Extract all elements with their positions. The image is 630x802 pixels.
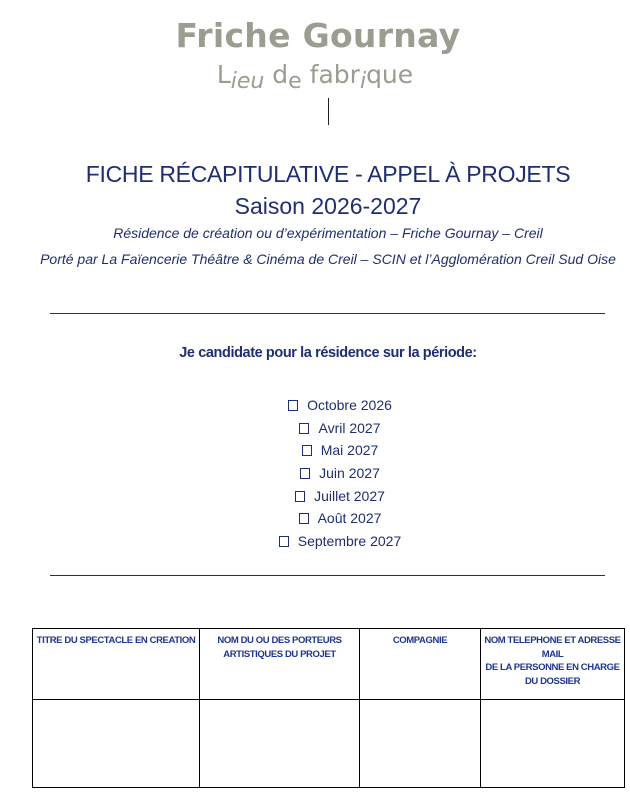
period-options xyxy=(0,395,630,554)
organizers-subtitle: Porté par La Faïencerie Théâtre & Cinéma de Creil – SCIN et l’Agglomération Creil Sud Oise xyxy=(40,251,616,267)
period-option-septembre-2027[interactable]: Septembre 2027 xyxy=(0,531,630,554)
table-header-row xyxy=(33,629,625,700)
page-title: FICHE RÉCAPITULATIVE - APPEL À PROJETS xyxy=(85,161,571,187)
logo-divider xyxy=(328,98,329,125)
season-title: Saison 2026-2027 xyxy=(234,193,422,219)
divider-top xyxy=(50,313,605,314)
period-option-juin-2027[interactable]: Juin 2027 xyxy=(0,463,630,486)
table-row xyxy=(33,700,625,788)
period-option-avril-2027[interactable]: Avril 2027 xyxy=(0,418,630,441)
period-option-aout-2027[interactable]: Août 2027 xyxy=(0,508,630,531)
cell-porteurs-artistiques[interactable] xyxy=(200,700,360,788)
checkbox-icon[interactable] xyxy=(295,491,305,502)
checkbox-icon[interactable] xyxy=(299,423,309,434)
cell-contact[interactable] xyxy=(481,700,625,788)
divider-bottom xyxy=(50,575,605,576)
header-contact: NOM TELEPHONE ET ADRESSE MAIL DE LA PERSONNE EN CHARGE DU DOSSIER xyxy=(481,629,625,700)
cell-compagnie[interactable] xyxy=(360,700,481,788)
period-option-juillet-2027[interactable]: Juillet 2027 xyxy=(0,486,630,509)
checkbox-icon[interactable] xyxy=(299,513,309,524)
period-question: Je candidate pour la résidence sur la période: xyxy=(179,345,477,361)
header-compagnie: COMPAGNIE xyxy=(360,629,481,700)
checkbox-icon[interactable] xyxy=(288,400,298,411)
header-titre-spectacle: TITRE DU SPECTACLE EN CREATION xyxy=(33,629,200,700)
cell-titre-spectacle[interactable] xyxy=(33,700,200,788)
residence-subtitle: Résidence de création ou d’expérimentation – Friche Gournay – Creil xyxy=(113,225,543,241)
checkbox-icon[interactable] xyxy=(279,536,289,547)
logo-title: Friche Gournay xyxy=(175,16,461,55)
header-porteurs-artistiques: NOM DU OU DES PORTEURS ARTISTIQUES DU PROJET xyxy=(200,629,360,700)
checkbox-icon[interactable] xyxy=(300,468,310,479)
logo-subtitle: Lieu de fabrique xyxy=(216,60,414,94)
period-option-mai-2027[interactable]: Mai 2027 xyxy=(0,440,630,463)
project-info-table xyxy=(32,628,625,788)
period-option-octobre-2026[interactable]: Octobre 2026 xyxy=(0,395,630,418)
checkbox-icon[interactable] xyxy=(302,445,312,456)
